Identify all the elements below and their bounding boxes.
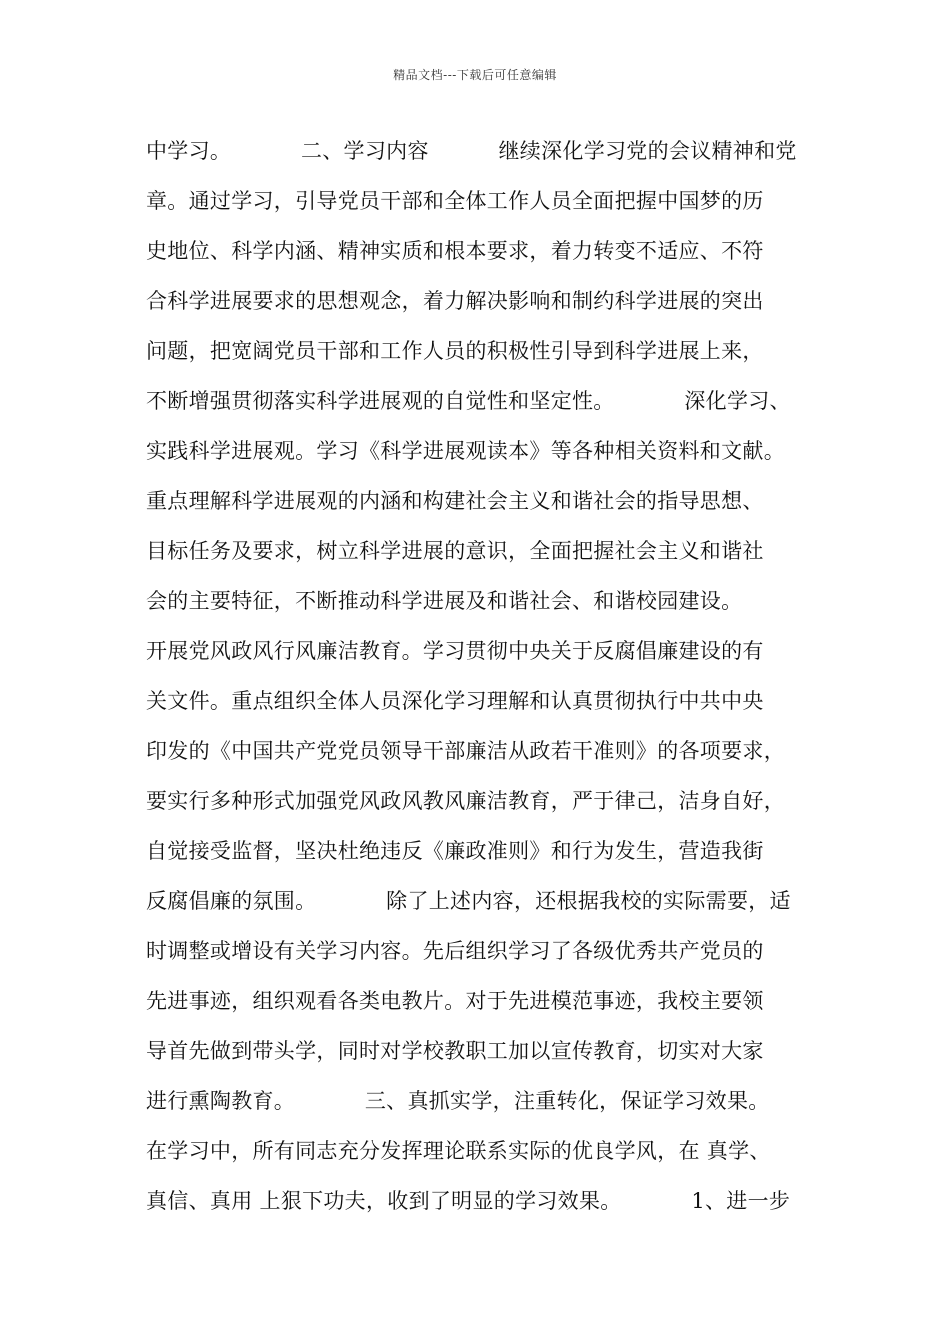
text-line: 史地位、科学内涵、精神实质和根本要求，着力转变不适应、不符 — [146, 239, 764, 263]
text-line: 进行熏陶教育。 三、真抓实学，注重转化，保证学习效果。 — [146, 1089, 770, 1113]
text-line: 重点理解科学进展观的内涵和构建社会主义和谐社会的指导思想、 — [146, 489, 764, 513]
text-line: 章。通过学习，引导党员干部和全体工作人员全面把握中国梦的历 — [146, 189, 764, 213]
text-line: 问题，把宽阔党员干部和工作人员的积极性引导到科学进展上来， — [146, 339, 764, 363]
text-line: 开展党风政风行风廉洁教育。学习贯彻中央关于反腐倡廉建设的有 — [146, 639, 764, 663]
text-line: 反腐倡廉的氛围。 除了上述内容，还根据我校的实际需要，适 — [146, 889, 791, 913]
text-line: 自觉接受监督，坚决杜绝违反《廉政准则》和行为发生，营造我街 — [146, 839, 764, 863]
page-header: 精品文档---下载后可任意编辑 — [393, 68, 557, 82]
text-line: 中学习。 二、学习内容 继续深化学习党的会议精神和党 — [146, 139, 797, 163]
text-line: 先进事迹，组织观看各类电教片。对于先进模范事迹，我校主要领 — [146, 989, 764, 1013]
text-line: 导首先做到带头学，同时对学校教职工加以宣传教育，切实对大家 — [146, 1039, 764, 1063]
text-line: 印发的《中国共产党党员领导干部廉洁从政若干准则》的各项要求， — [146, 739, 785, 763]
text-line: 真信、真用 上狠下功夫，收到了明显的学习效果。 1、进一步 — [146, 1189, 791, 1213]
text-line: 合科学进展要求的思想观念，着力解决影响和制约科学进展的突出 — [146, 289, 764, 313]
document-body — [146, 130, 826, 1230]
text-line: 关文件。重点组织全体人员深化学习理解和认真贯彻执行中共中央 — [146, 689, 764, 713]
text-line: 实践科学进展观。学习《科学进展观读本》等各种相关资料和文献。 — [146, 439, 785, 463]
text-line: 会的主要特征，不断推动科学进展及和谐社会、和谐校园建设。 — [146, 589, 743, 613]
text-line: 时调整或增设有关学习内容。先后组织学习了各级优秀共产党员的 — [146, 939, 764, 963]
text-line: 目标任务及要求，树立科学进展的意识，全面把握社会主义和谐社 — [146, 539, 764, 563]
text-line: 不断增强贯彻落实科学进展观的自觉性和坚定性。 深化学习、 — [146, 389, 791, 413]
text-line: 在学习中，所有同志充分发挥理论联系实际的优良学风，在 真学、 — [146, 1139, 771, 1163]
text-line: 要实行多种形式加强党风政风教风廉洁教育，严于律己，洁身自好， — [146, 789, 785, 813]
